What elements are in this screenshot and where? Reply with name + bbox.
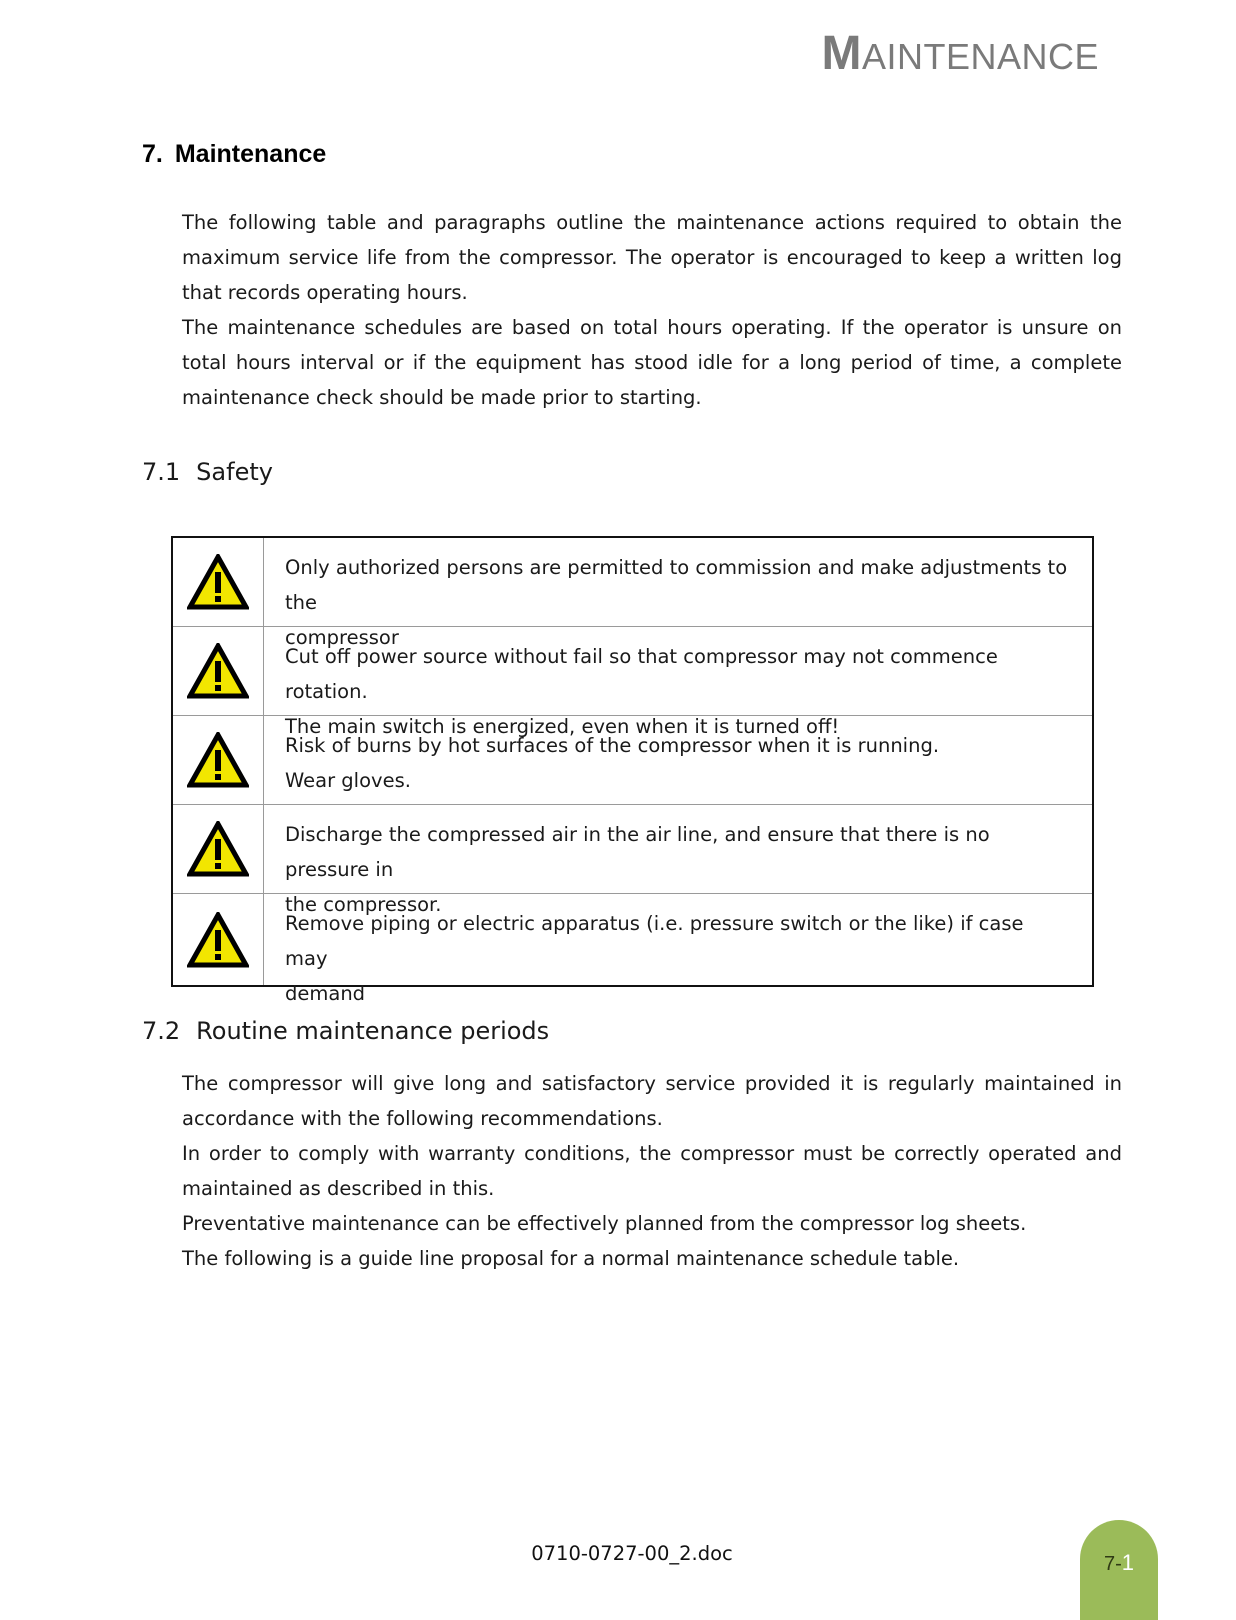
safety-text [264,894,1092,1005]
warning-triangle-icon [187,732,249,788]
page-number: 1 [1121,1550,1135,1575]
safety-text [264,627,1092,738]
warning-triangle-icon [187,912,249,968]
safety-table [171,536,1094,1005]
safety-line: Wear gloves. [285,769,411,792]
icon-cell [173,805,264,893]
safety-row [173,716,1092,805]
section-heading-safety [142,458,273,486]
section-title: Routine maintenance periods [196,1017,550,1045]
routine-paragraph: In order to comply with warranty conditions, the compressor must be correctly operated and maintained as described in this. [182,1142,1122,1200]
warning-triangle-icon [187,643,249,699]
warning-triangle-icon [187,821,249,877]
safety-text [264,538,1092,649]
chapter-number: 7. [142,140,163,168]
safety-text [264,805,1092,916]
icon-cell [173,538,264,626]
routine-paragraph: The following is a guide line proposal for a normal maintenance schedule table. [182,1247,960,1270]
safety-line: demand [285,982,366,1005]
running-header [821,26,1099,81]
safety-line: Only authorized persons are permitted to commission and make adjustments to the [285,556,1068,614]
page-prefix: 7- [1103,1553,1122,1575]
section-number: 7.1 [142,458,181,486]
warning-triangle-icon [187,554,249,610]
safety-line: the compressor. [285,893,442,916]
safety-line: compressor [285,626,399,649]
safety-row [173,805,1092,916]
icon-cell [173,894,264,985]
routine-paragraph: The compressor will give long and satisfactory service provided it is regularly maintained in accordance with the following recommendations. [182,1072,1122,1130]
section-number: 7.2 [142,1017,181,1045]
icon-cell [173,716,264,804]
chapter-heading [142,140,326,169]
safety-line: Remove piping or electric apparatus (i.e. pressure switch or the like) if case may [285,912,1024,970]
safety-row [173,894,1092,1005]
icon-cell [173,627,264,715]
intro-paragraph: The maintenance schedules are based on total hours operating. If the operator is unsure on total hours interval or if the equipment has stood idle for a long period of time, a complete maintenance check should be made prior to starting. [182,316,1122,409]
intro-paragraph: The following table and paragraphs outline the maintenance actions required to obtain the maximum service life from the compressor. The operator is encouraged to keep a written log that records operating hours. [182,211,1122,304]
routine-text [182,1066,1122,1276]
running-header-initial: M [821,27,862,80]
safety-row [173,538,1092,649]
safety-row [173,627,1092,738]
safety-line: Cut off power source without fail so that compressor may not commence rotation. [285,645,998,703]
safety-line: Discharge the compressed air in the air line, and ensure that there is no pressure in [285,823,990,881]
running-header-rest: AINTENANCE [861,36,1099,77]
safety-line: The main switch is energized, even when it is turned off! [285,715,840,738]
routine-paragraph: Preventative maintenance can be effectively planned from the compressor log sheets. [182,1212,1027,1235]
page-number-badge [1080,1520,1158,1620]
safety-line: Risk of burns by hot surfaces of the compressor when it is running. [285,734,940,757]
chapter-title: Maintenance [174,140,327,168]
section-title: Safety [196,458,273,486]
section-heading-routine [142,1017,549,1045]
intro-text [182,205,1122,415]
safety-text [264,716,1092,804]
footer-document-name: 0710-0727-00_2.doc [531,1542,733,1565]
